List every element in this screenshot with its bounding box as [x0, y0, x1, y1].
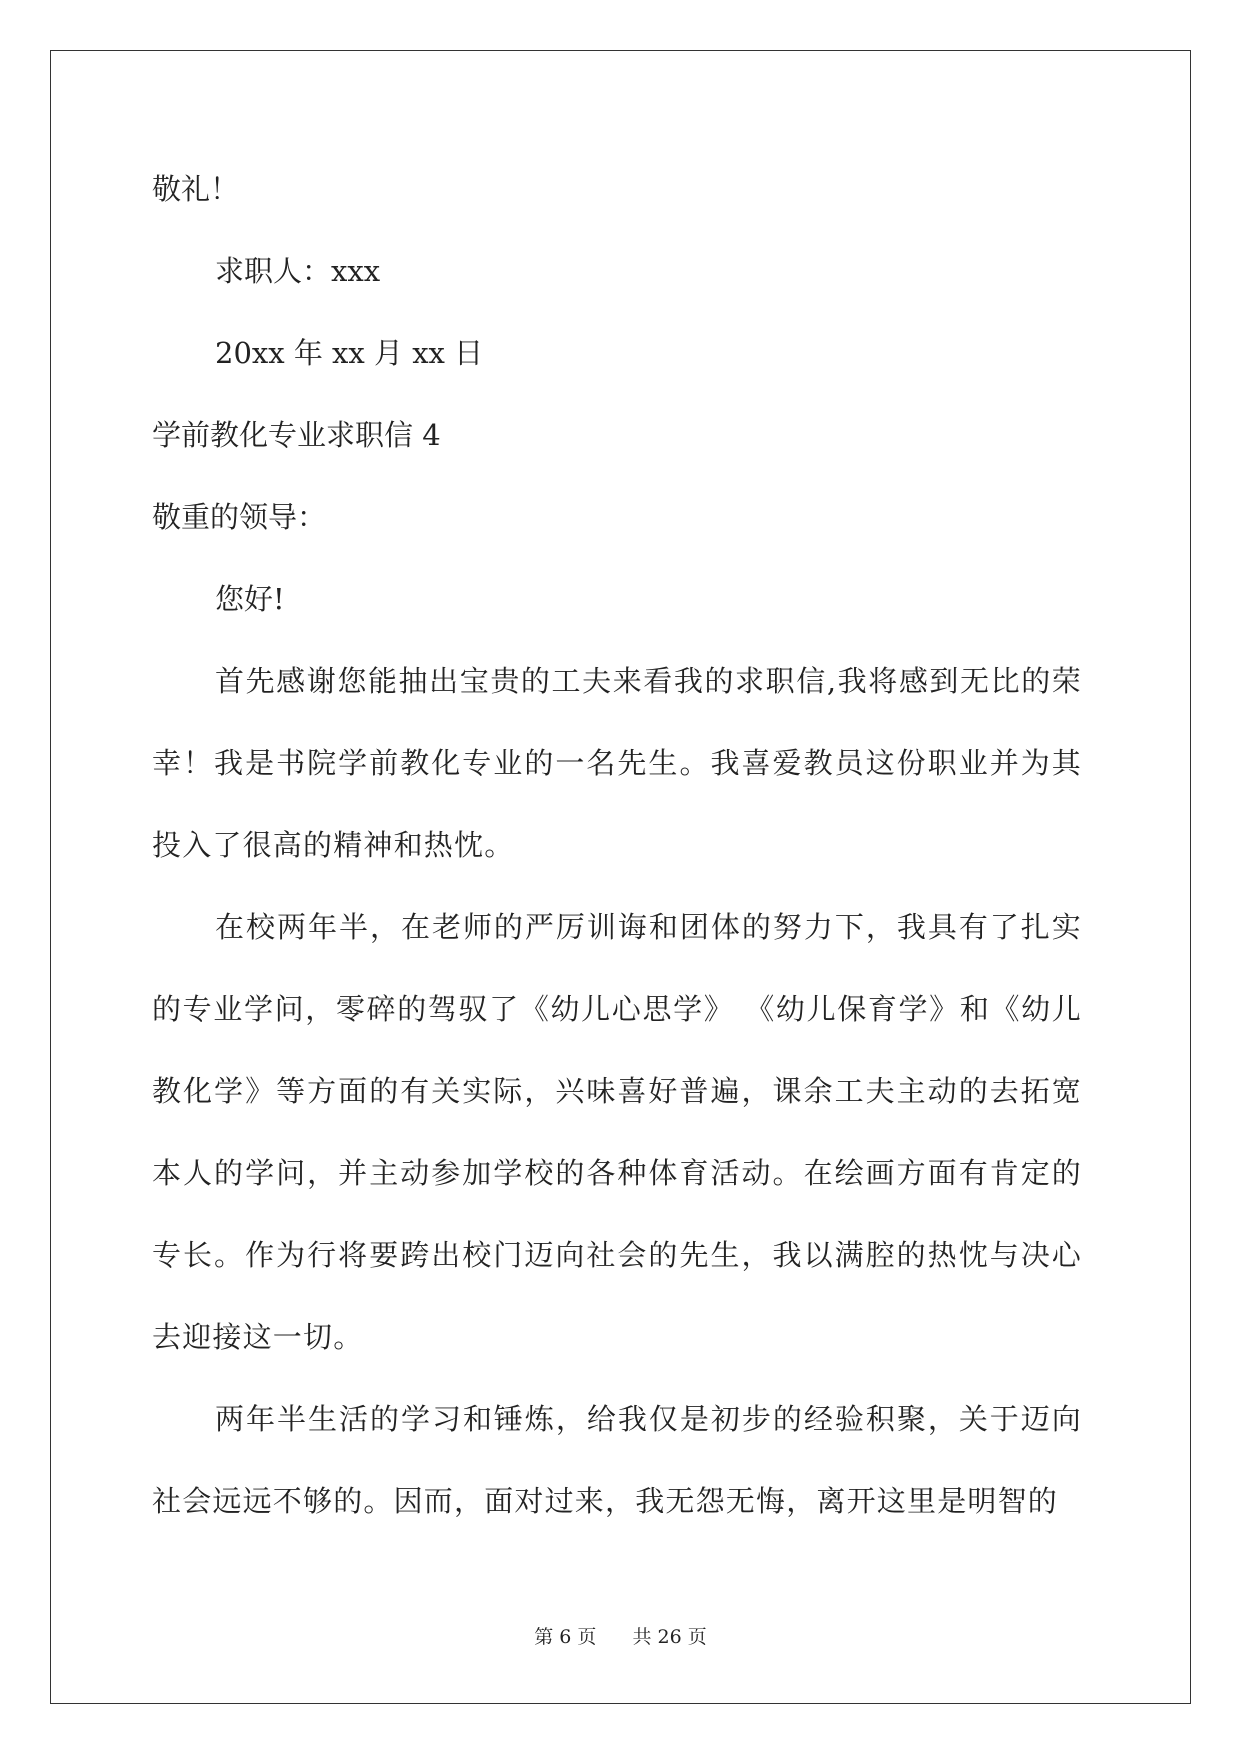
page-total: 共 26 页: [632, 1626, 707, 1648]
closing-salutation: 敬礼！: [152, 172, 240, 206]
applicant-signature: 求职人：xxx: [215, 254, 381, 288]
paragraph: 两年半生活的学习和锤炼，给我仅是初步的经验积聚，关于迈向社会远远不够的。因而，面对过来，我无怨无悔，离开这里是明智的: [152, 1402, 1082, 1518]
letter-paragraphs: [152, 640, 1082, 1542]
paragraph: 在校两年半，在老师的严厉训诲和团体的努力下，我具有了扎实的专业学问，零碎的驾驭了《幼儿心思学》 《幼儿保育学》和《幼儿教化学》等方面的有关实际，兴味喜好普遍，课余工夫主动的去拓宽本人的学问，并主动参加学校的各种体育活动。在绘画方面有肯定的专长。作为行将要跨出校门迈向社会的先生，我以满腔的热忱与决心去迎接这一切。: [152, 910, 1082, 1354]
letter-greeting: 敬重的领导：: [152, 500, 327, 534]
letter-hello: 您好!: [215, 582, 285, 616]
letter-date: 20xx 年 xx 月 xx 日: [215, 336, 484, 370]
section-title: 学前教化专业求职信 4: [152, 418, 441, 452]
page-number: 第 6 页: [534, 1626, 597, 1648]
document-body: [152, 160, 1082, 1542]
paragraph: 首先感谢您能抽出宝贵的工夫来看我的求职信,我将感到无比的荣幸！我是书院学前教化专业的一名先生。我喜爱教员这份职业并为其投入了很高的精神和热忱。: [152, 664, 1082, 862]
page-footer: [0, 1622, 1241, 1649]
